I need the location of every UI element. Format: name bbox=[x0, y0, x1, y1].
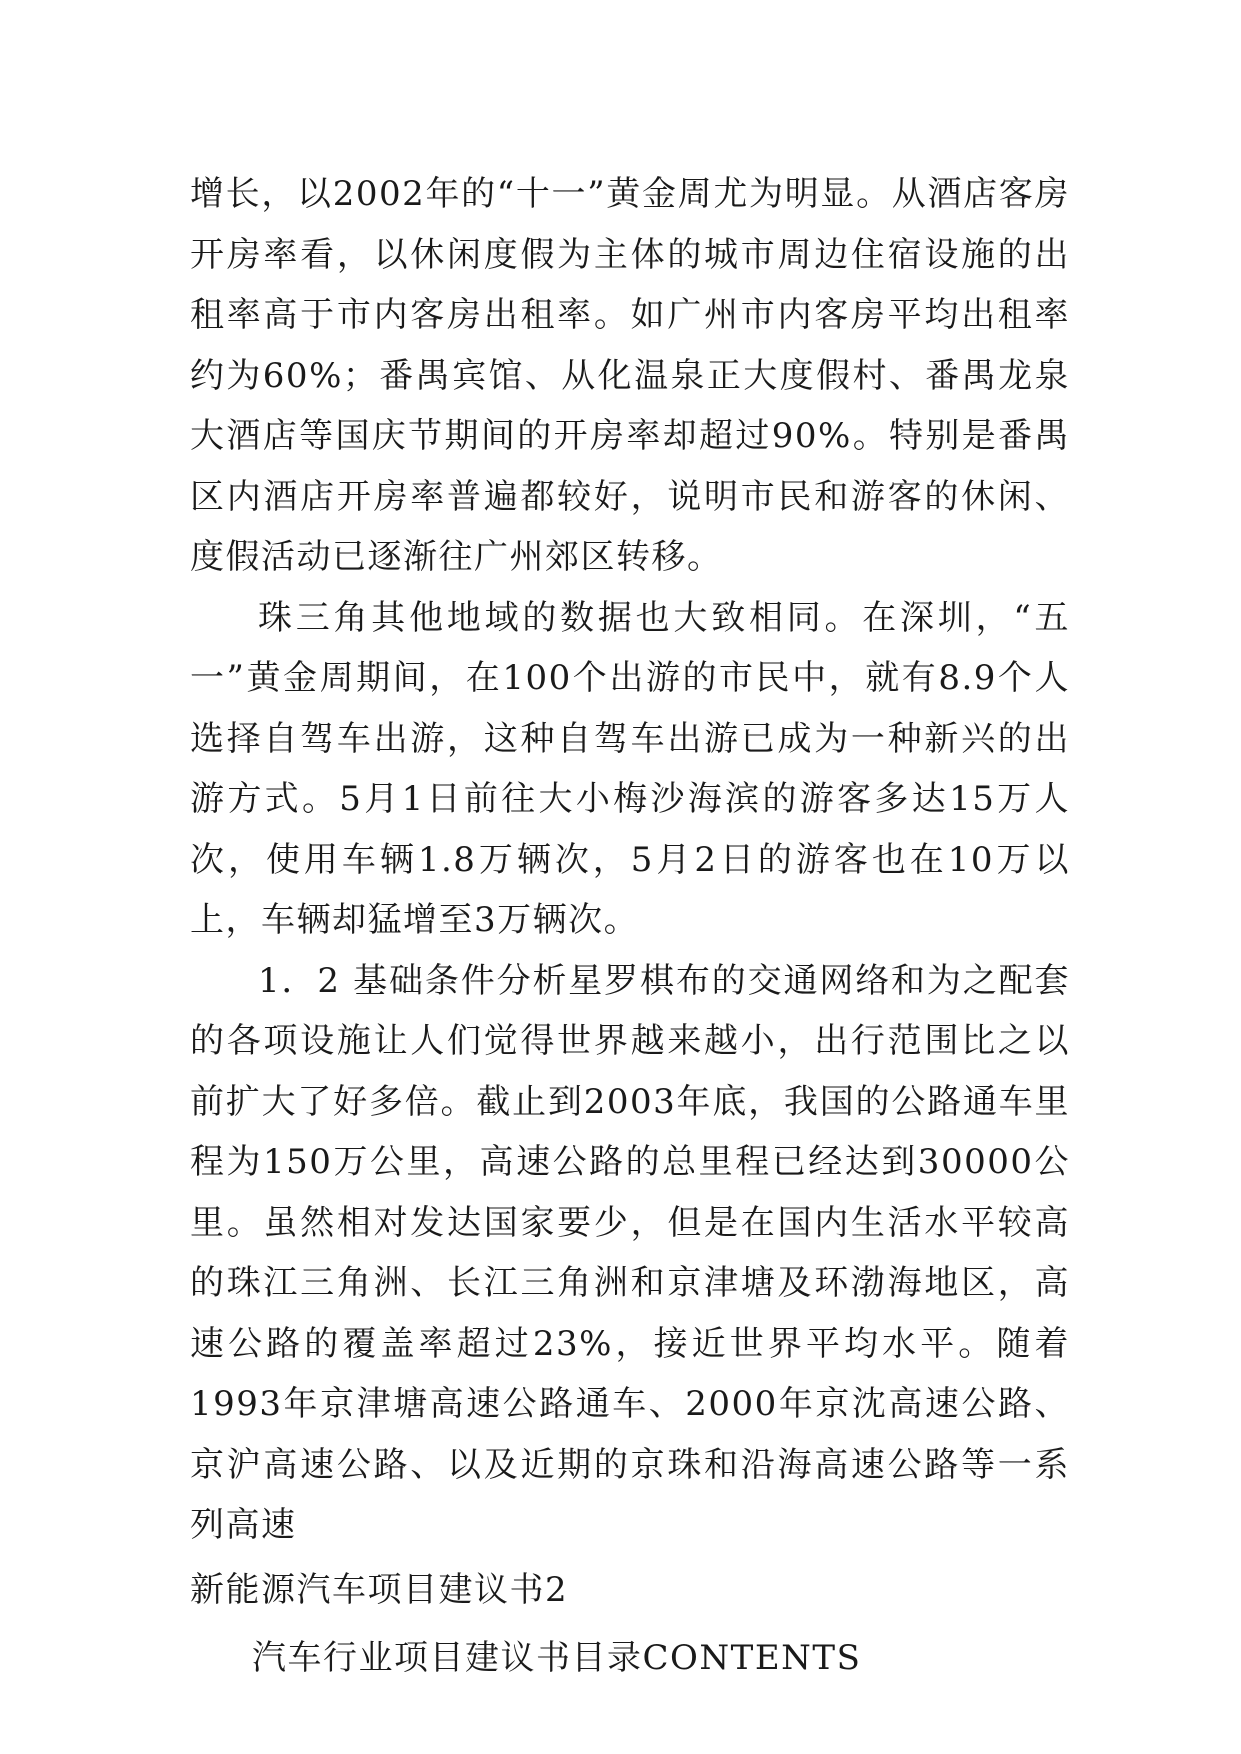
paragraph-infrastructure-analysis: 1．2 基础条件分析星罗棋布的交通网络和为之配套的各项设施让人们觉得世界越来越小，出行范围比之以前扩大了好多倍。截止到2003年底，我国的公路通车里程为150万公里，高速公路的总里程已经达到30000公里。虽然相对发达国家要少，但是在国内生活水平较高的珠江三角洲、长江三角洲和京津塘及环渤海地区，高速公路的覆盖率超过23%，接近世界平均水平。随着 1993年京津塘高速公路通车、2000年京沈高速公路、京沪高速公路、以及近期的京珠和沿海高速公路等一系列高速 bbox=[190, 960, 1070, 1545]
document-body bbox=[190, 164, 1070, 1689]
document-heading: 新能源汽车项目建议书2 bbox=[190, 1569, 569, 1610]
paragraph-hotel-occupancy: 增长，以2002年的“十一”黄金周尤为明显。从酒店客房开房率看，以休闲度假为主体的城市周边住宿设施的出租率高于市内客房出租率。如广州市内客房平均出租率约为60%；番禺宾馆、从化温泉正大度假村、番禺龙泉大酒店等国庆节期间的开房率却超过90%。特别是番禺区内酒店开房率普遍都较好，说明市民和游客的休闲、度假活动已逐渐往广州郊区转移。 bbox=[190, 174, 1070, 577]
paragraph-pearl-river-delta: 珠三角其他地域的数据也大致相同。在深圳，“五一”黄金周期间，在100个出游的市民中，就有8.9个人选择自驾车出游，这种自驾车出游已成为一种新兴的出游方式。5月1日前往大小梅沙海滨的游客多达15万人次，使用车辆1.8万辆次，5月2日的游客也在10万以上，车辆却猛增至3万辆次。 bbox=[190, 597, 1070, 940]
toc-title: 汽车行业项目建议书目录CONTENTS bbox=[252, 1638, 862, 1678]
